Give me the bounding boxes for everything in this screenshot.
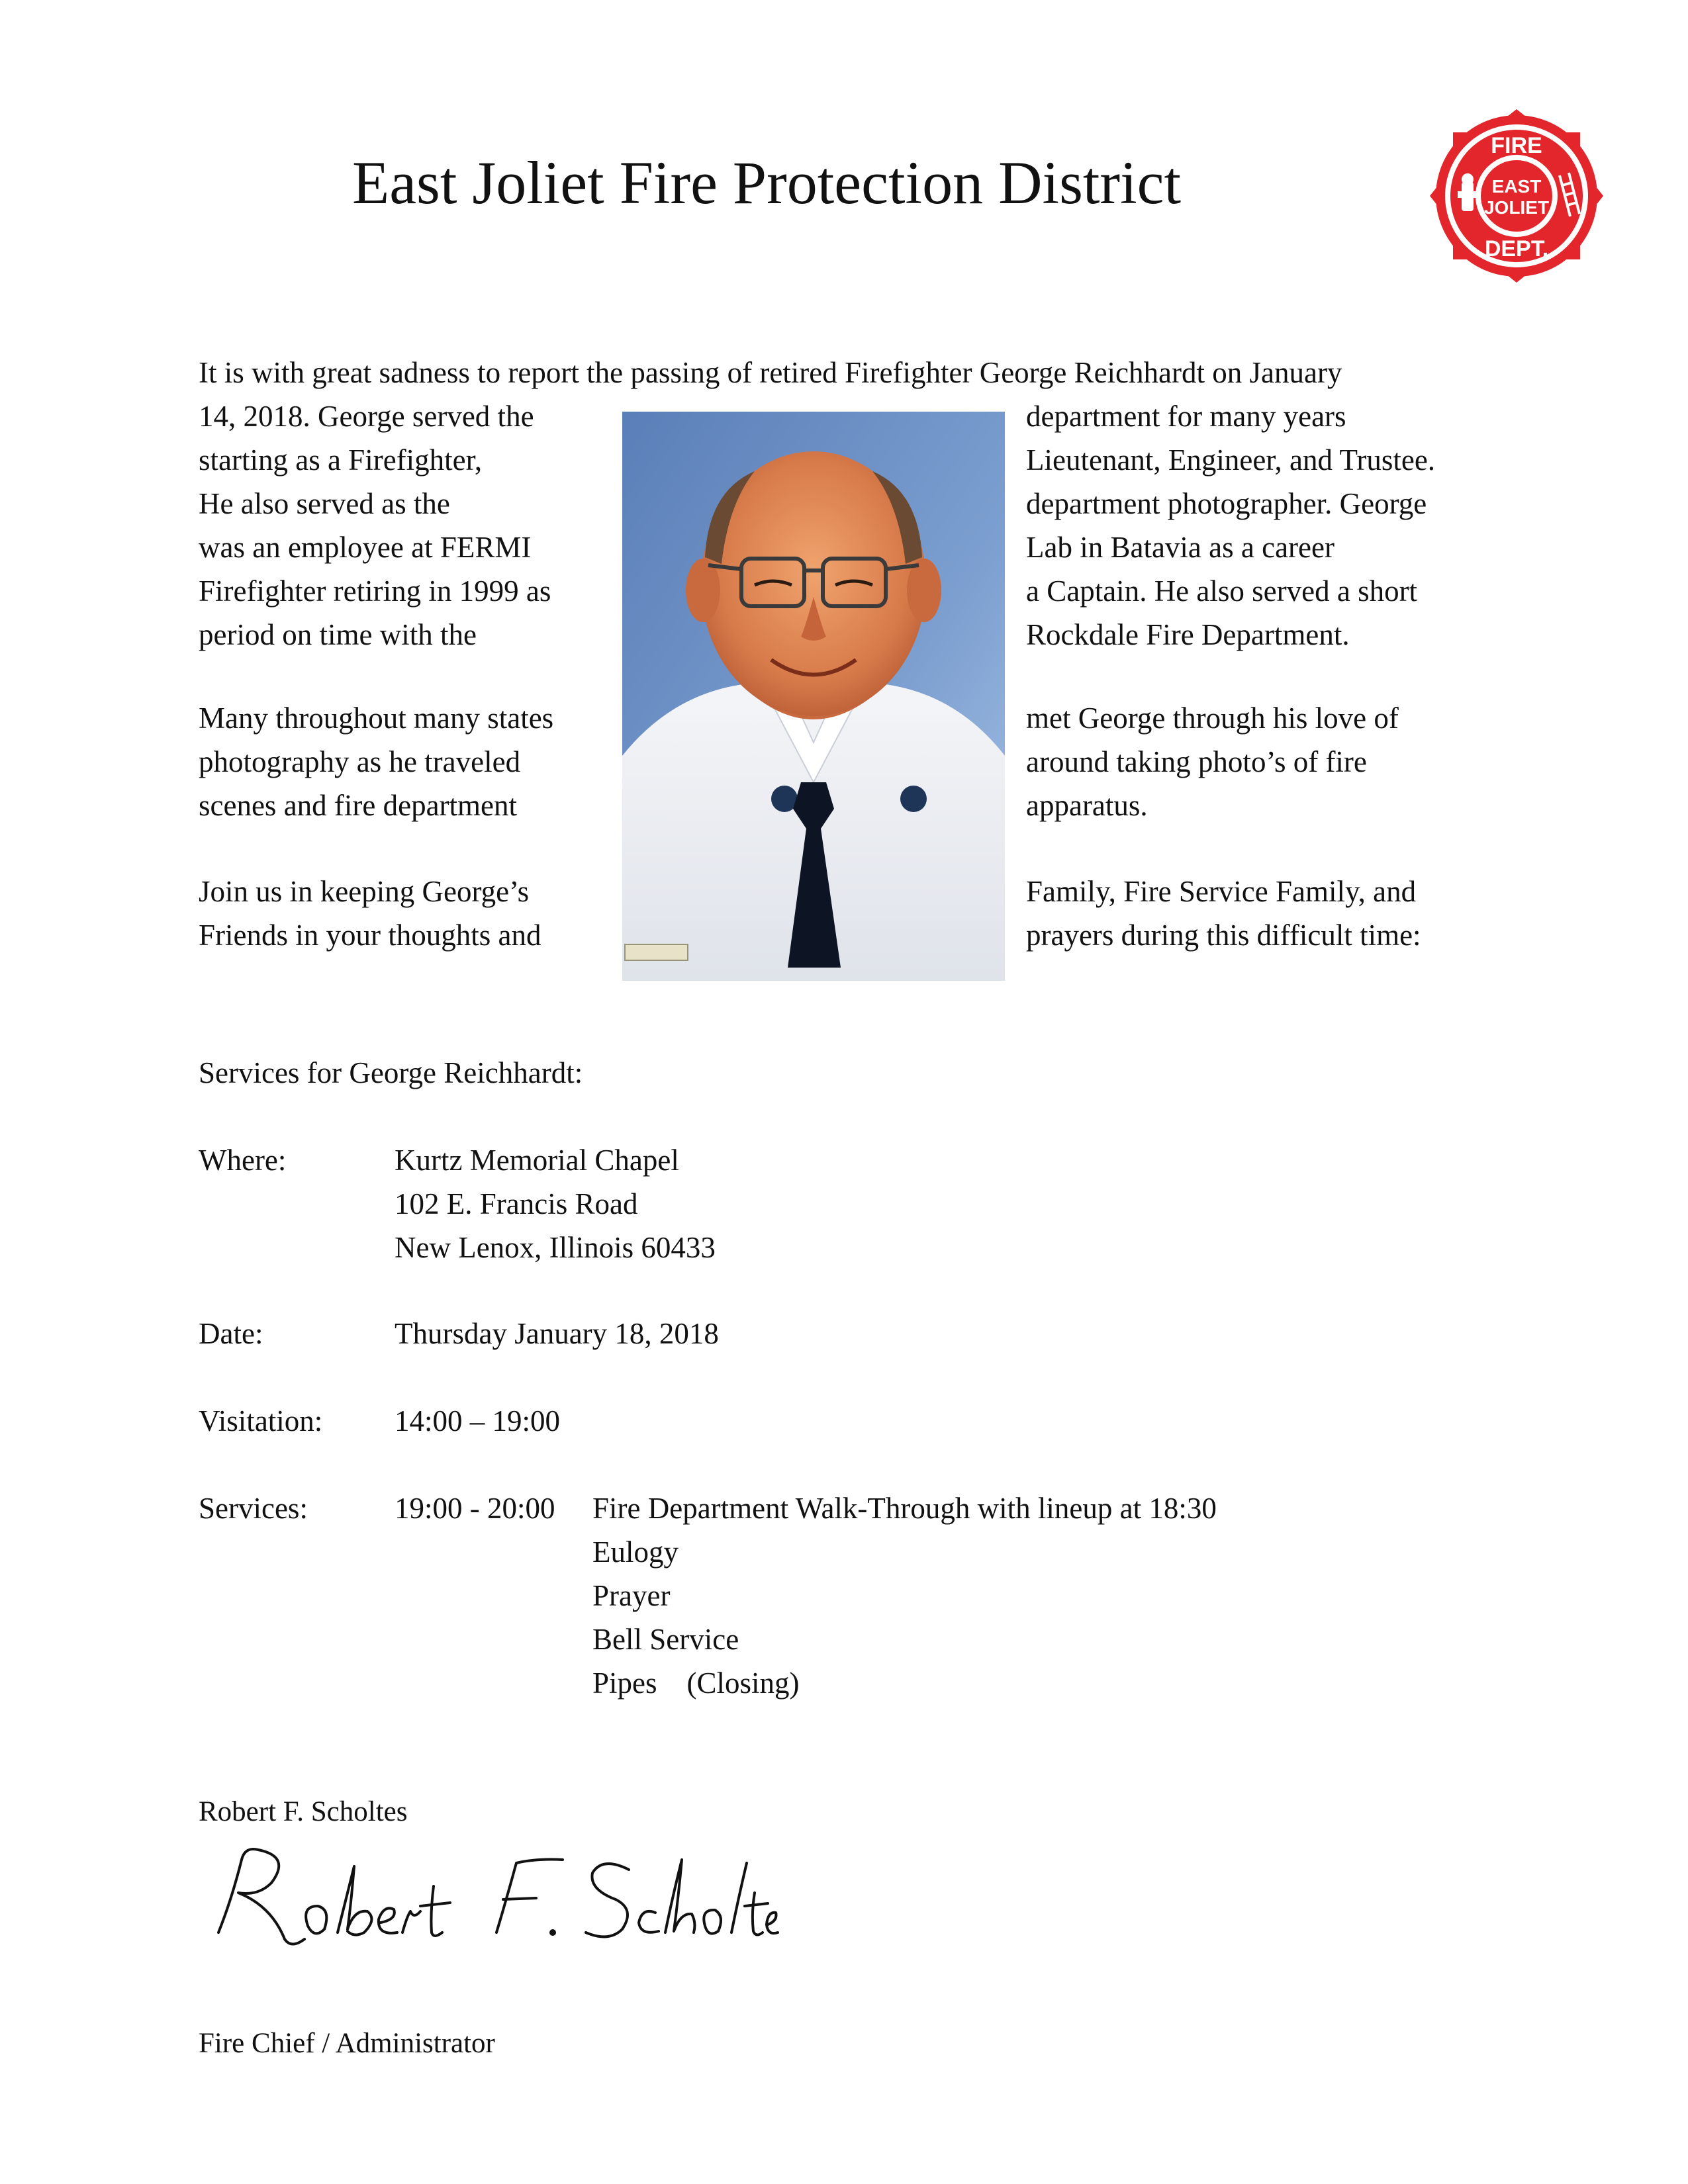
text-line: prayers during this difficult time: xyxy=(1026,919,1421,952)
services-item: Fire Department Walk-Through with lineup at 18:30 xyxy=(592,1492,1217,1525)
visitation-label: Visitation: xyxy=(199,1404,323,1437)
services-item: Eulogy xyxy=(592,1535,679,1569)
text-line: department for many years xyxy=(1026,400,1346,433)
text-line: met George through his love of xyxy=(1026,702,1399,735)
text-line: Firefighter retiring in 1999 as xyxy=(199,574,551,608)
portrait-illustration xyxy=(622,412,1005,981)
logo-text-bottom: DEPT. xyxy=(1484,236,1549,261)
text-line: Join us in keeping George’s xyxy=(199,875,530,908)
services-item: Pipes (Closing) xyxy=(592,1666,800,1700)
text-line: around taking photo’s of fire xyxy=(1026,745,1367,778)
text-line: Lab in Batavia as a career xyxy=(1026,531,1335,564)
text-line: scenes and fire department xyxy=(199,789,518,822)
text-line: Many throughout many states xyxy=(199,702,554,735)
text-line: was an employee at FERMI xyxy=(199,531,532,564)
signer-title: Fire Chief / Administrator xyxy=(199,2028,495,2059)
text-line: starting as a Firefighter, xyxy=(199,443,483,477)
logo-text-center-2: JOLIET xyxy=(1483,197,1550,218)
text-line: He also served as the xyxy=(199,487,450,520)
handwritten-signature xyxy=(192,1833,788,1966)
paragraph-2-right xyxy=(1026,696,1399,827)
date-value: Thursday January 18, 2018 xyxy=(395,1317,719,1350)
text-line: a Captain. He also served a short xyxy=(1026,574,1418,608)
fire-department-badge-logo xyxy=(1430,109,1603,283)
services-heading: Services for George Reichhardt: xyxy=(199,1056,583,1089)
page-title: East Joliet Fire Protection District xyxy=(352,149,1182,216)
signer-name: Robert F. Scholtes xyxy=(199,1796,408,1827)
services-items xyxy=(592,1486,1217,1705)
text-line: apparatus. xyxy=(1026,789,1148,822)
visitation-value: 14:00 – 19:00 xyxy=(395,1404,561,1437)
address-line: New Lenox, Illinois 60433 xyxy=(395,1231,716,1264)
services-item: Prayer xyxy=(592,1579,671,1612)
services-item: Bell Service xyxy=(592,1623,739,1656)
paragraph-1-right xyxy=(1026,394,1435,657)
paragraph-3-right xyxy=(1026,870,1421,957)
paragraph-2-left xyxy=(199,696,553,827)
signature-icon xyxy=(192,1833,788,1966)
text-line: Family, Fire Service Family, and xyxy=(1026,875,1417,908)
text-line: Friends in your thoughts and xyxy=(199,919,541,952)
intro-line: It is with great sadness to report the passing of retired Firefighter George Reichhardt on January xyxy=(199,356,1342,389)
where-label: Where: xyxy=(199,1144,287,1177)
text-line: 14, 2018. George served the xyxy=(199,400,534,433)
text-line: department photographer. George xyxy=(1026,487,1427,520)
address-line: 102 E. Francis Road xyxy=(395,1187,638,1220)
services-time: 19:00 - 20:00 xyxy=(395,1492,555,1525)
portrait-photo xyxy=(622,412,1005,981)
paragraph-1-left xyxy=(199,394,551,657)
services-label: Services: xyxy=(199,1492,308,1525)
text-line: period on time with the xyxy=(199,618,477,651)
paragraph-3-left xyxy=(199,870,541,957)
text-line: Rockdale Fire Department. xyxy=(1026,618,1350,651)
logo-text-top: FIRE xyxy=(1491,133,1542,158)
text-line: photography as he traveled xyxy=(199,745,521,778)
date-label: Date: xyxy=(199,1317,263,1350)
address-line: Kurtz Memorial Chapel xyxy=(395,1144,679,1177)
where-address xyxy=(395,1138,716,1269)
text-line: Lieutenant, Engineer, and Trustee. xyxy=(1026,443,1436,477)
logo-text-center-1: EAST xyxy=(1491,176,1542,197)
maltese-cross-icon xyxy=(1430,109,1603,283)
